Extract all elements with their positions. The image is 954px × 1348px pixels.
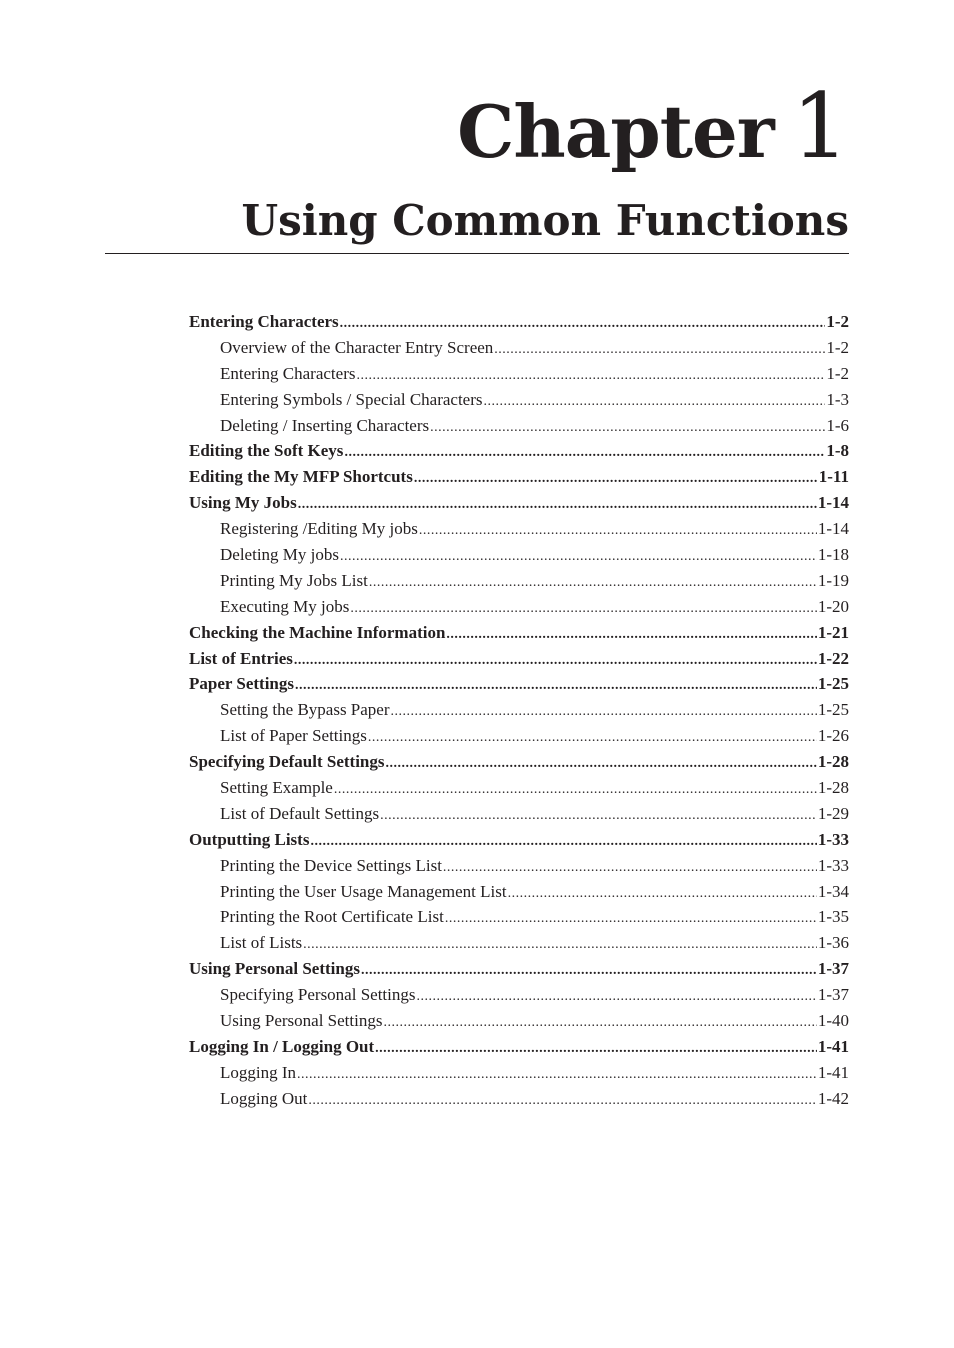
toc-entry-title: Using My Jobs [189,493,297,513]
toc-entry-page: 1-41 [817,1062,849,1082]
toc-dot-leader [484,394,826,410]
toc-entry-page: 1-18 [817,545,849,565]
toc-entry-page: 1-41 [817,1036,849,1056]
toc-dot-leader [386,756,817,772]
toc-dot-leader [344,445,825,461]
toc-entry-page: 1-6 [826,415,849,435]
toc-entry-title: Logging In [220,1062,297,1082]
toc-dot-leader [334,782,817,798]
toc-entry-page: 1-3 [826,389,849,409]
chapter-heading [105,74,849,179]
toc-entry-page: 1-2 [826,312,849,331]
toc-entry[interactable] [189,390,849,416]
toc-entry[interactable] [189,1063,849,1089]
toc-entry-page: 1-14 [817,493,849,513]
toc-entry-page: 1-34 [817,881,849,901]
toc-dot-leader [361,963,817,979]
toc-entry[interactable] [189,1089,849,1115]
toc-dot-leader [391,704,817,720]
toc-entry[interactable] [189,985,849,1011]
toc-dot-leader [340,316,826,332]
toc-entry-page: 1-40 [817,1011,849,1031]
toc-entry[interactable] [189,804,849,830]
toc-entry[interactable] [189,467,849,493]
toc-entry-page: 1-21 [817,622,849,642]
toc-entry-page: 1-26 [817,726,849,746]
toc-entry[interactable] [189,674,849,700]
toc-entry-title: Entering Characters [189,312,339,331]
toc-entry-title: Setting the Bypass Paper [220,700,390,720]
toc-entry-title: Paper Settings [189,674,294,694]
toc-entry[interactable] [189,571,849,597]
toc-dot-leader [430,420,825,436]
toc-entry-page: 1-20 [817,596,849,616]
toc-entry-title: Entering Symbols / Special Characters [220,389,483,409]
toc-entry-page: 1-36 [817,933,849,953]
toc-entry[interactable] [189,778,849,804]
toc-entry-page: 1-28 [817,778,849,798]
toc-entry-title: Specifying Default Settings [189,752,385,772]
toc-entry-title: List of Default Settings [220,803,380,823]
toc-entry-title: Editing the My MFP Shortcuts [189,467,413,487]
toc-entry[interactable] [189,441,849,467]
toc-entry[interactable] [189,545,849,571]
toc-entry-title: Printing My Jobs List [220,570,368,590]
toc-entry-title: Using Personal Settings [189,959,360,979]
toc-entry-title: List of Entries [189,648,293,668]
toc-entry[interactable] [189,649,849,675]
toc-entry-page: 1-35 [817,907,849,927]
toc-entry[interactable] [189,700,849,726]
toc-dot-leader [295,678,817,694]
toc-dot-leader [294,653,817,669]
toc-entry-title: List of Lists [220,933,303,953]
toc-entry-page: 1-14 [817,519,849,539]
toc-entry[interactable] [189,752,849,778]
toc-entry-page: 1-37 [817,959,849,979]
chapter-number: 1 [791,74,849,179]
toc-entry[interactable] [189,312,849,338]
toc-dot-leader [350,601,816,617]
toc-entry-page: 1-33 [817,855,849,875]
toc-entry-title: Printing the Root Certificate List [220,907,444,927]
toc-dot-leader [368,730,817,746]
title-divider [105,253,849,254]
toc-entry[interactable] [189,338,849,364]
toc-dot-leader [416,989,816,1005]
toc-entry[interactable] [189,726,849,752]
toc-entry-title: Logging In / Logging Out [189,1036,375,1056]
toc-dot-leader [443,860,817,876]
toc-dot-leader [414,471,818,487]
toc-entry-title: Overview of the Character Entry Screen [220,337,494,357]
toc-entry-title: Logging Out [220,1088,308,1108]
toc-entry-page: 1-11 [818,467,849,487]
toc-entry-page: 1-8 [826,441,849,461]
toc-entry-title: Setting Example [220,778,333,798]
toc-dot-leader [383,1015,816,1031]
toc-entry-title: Checking the Machine Information [189,622,446,642]
toc-entry-title: Printing the User Usage Management List [220,881,507,901]
toc-dot-leader [494,342,825,358]
toc-entry-page: 1-29 [817,803,849,823]
toc-entry[interactable] [189,933,849,959]
toc-entry-page: 1-25 [817,674,849,694]
toc-dot-leader [303,937,817,953]
toc-dot-leader [340,549,817,565]
chapter-title: Using Common Functions [241,196,849,245]
toc-entry-title: Deleting / Inserting Characters [220,415,430,435]
toc-dot-leader [375,1041,817,1057]
toc-entry[interactable] [189,959,849,985]
toc-entry[interactable] [189,493,849,519]
toc-entry[interactable] [189,882,849,908]
toc-dot-leader [369,575,817,591]
toc-entry-title: Editing the Soft Keys [189,441,344,461]
toc-entry-title: List of Paper Settings [220,726,367,746]
toc-entry-title: Executing My jobs [220,596,350,616]
toc-dot-leader [298,497,817,513]
toc-dot-leader [419,523,817,539]
toc-dot-leader [297,1067,817,1083]
toc-dot-leader [445,911,817,927]
toc-entry-page: 1-2 [826,337,849,357]
toc-entry-title: Deleting My jobs [220,545,339,565]
toc-entry[interactable] [189,416,849,442]
toc-entry-page: 1-28 [817,752,849,772]
toc-entry[interactable] [189,597,849,623]
toc-dot-leader [310,834,816,850]
toc-dot-leader [356,368,825,384]
toc-entry-title: Outputting Lists [189,829,310,849]
toc-entry-title: Entering Characters [220,363,356,383]
toc-entry-page: 1-2 [826,363,849,383]
toc-entry[interactable] [189,856,849,882]
toc-dot-leader [308,1093,816,1109]
table-of-contents [189,312,849,1115]
toc-entry[interactable] [189,364,849,390]
toc-entry-page: 1-19 [817,570,849,590]
toc-entry-title: Printing the Device Settings List [220,855,442,875]
toc-entry[interactable] [189,1037,849,1063]
toc-entry-page: 1-37 [817,985,849,1005]
toc-dot-leader [446,627,816,643]
toc-entry-page: 1-22 [817,648,849,668]
toc-entry-page: 1-33 [817,829,849,849]
toc-dot-leader [508,886,817,902]
chapter-word: Chapter [457,89,774,174]
toc-entry-page: 1-25 [817,700,849,720]
toc-entry[interactable] [189,623,849,649]
toc-entry[interactable] [189,519,849,545]
toc-entry-title: Using Personal Settings [220,1011,383,1031]
toc-dot-leader [380,808,817,824]
toc-entry-page: 1-42 [817,1088,849,1108]
toc-entry[interactable] [189,1011,849,1037]
toc-entry[interactable] [189,830,849,856]
toc-entry[interactable] [189,907,849,933]
toc-entry-title: Registering /Editing My jobs [220,519,418,539]
toc-entry-title: Specifying Personal Settings [220,985,416,1005]
